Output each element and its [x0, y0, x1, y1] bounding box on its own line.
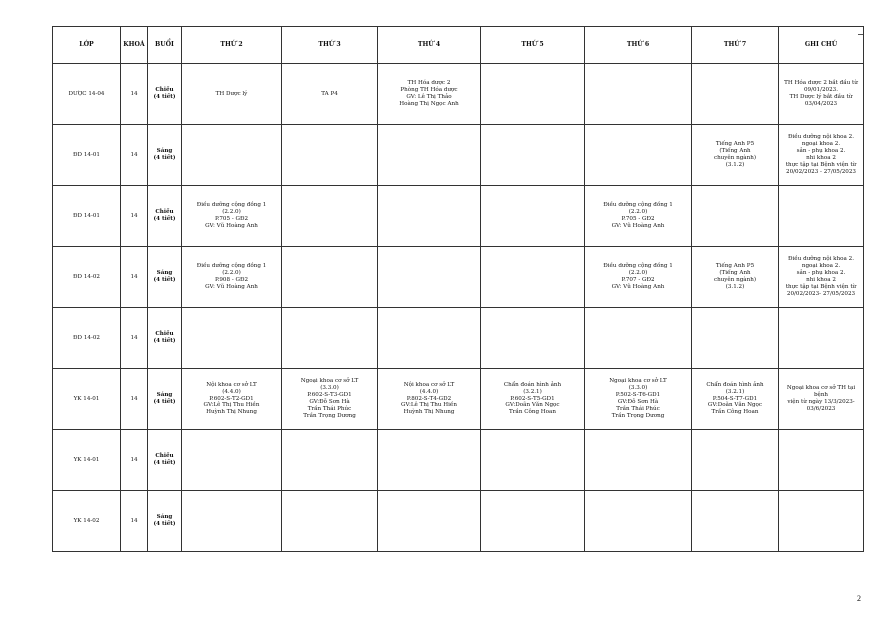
cell-line: Chẩn đoán hình ảnh: [503, 381, 562, 388]
cell-line: GV:Đỗ Sơn Hà: [309, 399, 350, 405]
cell-line: 20/02/2023 - 27/05/2023: [786, 168, 856, 175]
session-cell: [148, 491, 182, 552]
day-cell: [182, 369, 282, 430]
day-cell: [182, 64, 282, 125]
class-cell: ĐD 14-02: [53, 308, 121, 369]
column-header: THỨ 3: [282, 27, 378, 64]
cell-line: GV: Lê Thị Thảo: [406, 94, 452, 100]
day-cell: [282, 247, 378, 308]
column-header: LỚP: [53, 27, 121, 64]
cell-line: GV:Đỗ Sơn Hà: [617, 399, 659, 405]
cell-line: TH Dược lý: [215, 90, 248, 97]
cell-line: P.705 - GĐ2: [214, 216, 249, 222]
course-cell: 14: [121, 369, 148, 430]
cell-line: P.602-S-T5-GD1: [510, 395, 555, 402]
day-cell: [182, 430, 282, 491]
day-cell: [378, 491, 481, 552]
column-header: THỨ 5: [481, 27, 585, 64]
table-row: [53, 308, 864, 369]
cell-line: (4 tiết): [153, 521, 176, 527]
cell-line: (3.3.0): [628, 385, 648, 392]
cell-line: GV: Vũ Hoàng Anh: [205, 222, 258, 229]
cell-line: TA P4: [321, 90, 338, 97]
day-cell: [282, 125, 378, 186]
cell-line: (4 tiết): [153, 155, 176, 161]
session-cell: [148, 64, 182, 125]
cell-line: sản - phụ khoa 2.: [796, 148, 846, 155]
cell-line: Chiều: [155, 209, 174, 216]
class-cell: DƯỢC 14-04: [53, 64, 121, 125]
cell-line: Chiều: [155, 331, 174, 338]
cell-line: (2.2.0): [628, 209, 648, 216]
cell-line: (2.2.0): [222, 209, 241, 216]
note-cell: [779, 64, 864, 125]
day-cell: [692, 247, 779, 308]
cell-line: GV: Vũ Hoàng Anh: [611, 283, 665, 290]
cell-line: P.705 - GĐ2: [621, 216, 655, 222]
note-cell: [779, 369, 864, 430]
day-cell: [481, 247, 585, 308]
cell-line: Điều dưỡng cộng đồng 1: [196, 263, 267, 270]
column-header: BUỔI: [148, 27, 182, 64]
cell-line: Ngoại khoa cơ sở LT: [300, 378, 359, 385]
cell-line: Trần Công Hoan: [508, 409, 556, 416]
day-cell: [282, 430, 378, 491]
day-cell: [282, 369, 378, 430]
day-cell: [481, 125, 585, 186]
cell-line: P.502-S-T6-GD1: [615, 392, 661, 399]
column-header: KHOÁ: [121, 27, 148, 64]
cell-line: Phòng TH Hóa dược: [400, 87, 458, 94]
cell-line: thực tập tại Bệnh viện từ: [785, 161, 857, 168]
day-cell: [692, 125, 779, 186]
cell-line: Chiều: [155, 87, 174, 94]
cell-line: Sáng: [156, 270, 173, 277]
class-cell: YK 14-02: [53, 491, 121, 552]
course-cell: 14: [121, 308, 148, 369]
day-cell: [481, 491, 585, 552]
session-cell: [148, 430, 182, 491]
class-cell: ĐD 14-01: [53, 125, 121, 186]
cell-line: P.802-S-T4-GD2: [406, 395, 452, 402]
column-header: THỨ 2: [182, 27, 282, 64]
cell-line: Điều dưỡng nội khoa 2.: [788, 256, 854, 263]
note-cell: [779, 308, 864, 369]
cell-line: Huỳnh Thị Nhung: [206, 409, 257, 416]
cell-line: GV:Lê Thị Thu Hiền: [203, 402, 260, 409]
cell-line: nhi khoa 2: [806, 277, 836, 283]
cell-line: TH Hóa dược 2 bắt đầu từ: [784, 80, 858, 87]
cell-line: Trần Thái Phúc: [307, 405, 352, 412]
day-cell: [481, 186, 585, 247]
cell-line: (3.3.0): [320, 385, 339, 392]
column-header: THỨ 7: [692, 27, 779, 64]
cell-line: Điều dưỡng cộng đồng 1: [196, 202, 267, 209]
course-cell: 14: [121, 491, 148, 552]
day-cell: [481, 64, 585, 125]
cell-line: (Tiếng Anh: [719, 148, 751, 155]
cell-line: TH Hóa dược 2: [407, 80, 451, 87]
note-cell: [779, 186, 864, 247]
schedule-table: [52, 26, 864, 552]
cell-line: viện từ ngày 13/3/2023-: [787, 399, 855, 405]
cell-line: Điều dưỡng nội khoa 2.: [788, 134, 854, 141]
cell-line: 03/6/2023: [806, 405, 836, 412]
day-cell: [585, 308, 692, 369]
cell-line: Tiếng Anh P5: [715, 141, 755, 148]
cell-line: Nội khoa cơ sở LT: [403, 381, 455, 388]
course-cell: 14: [121, 64, 148, 125]
cell-line: (3.1.2): [725, 161, 745, 168]
cell-line: GV:Lê Thị Thu Hiền: [401, 402, 457, 409]
cell-line: Chẩn đoán hình ảnh: [706, 381, 764, 388]
cell-line: Sáng: [156, 148, 173, 155]
day-cell: [585, 491, 692, 552]
cell-line: (2.2.0): [628, 270, 648, 277]
day-cell: [585, 125, 692, 186]
day-cell: [282, 308, 378, 369]
day-cell: [378, 247, 481, 308]
note-cell: [779, 491, 864, 552]
course-cell: 14: [121, 125, 148, 186]
cell-line: (Tiếng Anh: [719, 270, 751, 277]
course-cell: 14: [121, 186, 148, 247]
table-row: [53, 247, 864, 308]
day-cell: [182, 491, 282, 552]
cell-line: (3.1.2): [725, 283, 745, 290]
day-cell: [481, 308, 585, 369]
note-cell: [779, 247, 864, 308]
day-cell: [282, 491, 378, 552]
cell-line: thực tập tại Bệnh viện từ: [785, 283, 857, 290]
day-cell: [692, 308, 779, 369]
cell-line: P.602-S-T2-GD1: [209, 395, 254, 402]
session-cell: [148, 369, 182, 430]
column-header: THỨ 6: [585, 27, 692, 64]
cell-line: (4.4.0): [419, 388, 439, 395]
cell-line: Trần Thái Phúc: [616, 405, 660, 412]
cell-line: (4 tiết): [153, 277, 176, 283]
cell-line: Điều dưỡng cộng đồng 1: [603, 202, 673, 209]
session-cell: [148, 308, 182, 369]
cell-line: 03/04/2023: [804, 100, 838, 107]
day-cell: [585, 186, 692, 247]
session-cell: [148, 247, 182, 308]
table-row: [53, 369, 864, 430]
course-cell: 14: [121, 247, 148, 308]
day-cell: [481, 430, 585, 491]
cell-line: Ngoại khoa cơ sở LT: [609, 378, 667, 385]
cell-line: P.504-S-T7-GD1: [712, 395, 758, 402]
cell-line: Tiếng Anh P5: [715, 263, 755, 270]
day-cell: [378, 308, 481, 369]
cell-line: 09/01/2023.: [803, 87, 839, 94]
cell-line: Sáng: [156, 514, 173, 521]
cell-line: P.707 - GĐ2: [621, 277, 655, 283]
note-cell: [779, 430, 864, 491]
day-cell: [182, 308, 282, 369]
table-row: [53, 430, 864, 491]
cell-line: Nội khoa cơ sở LT: [206, 381, 257, 388]
column-header: THỨ 4: [378, 27, 481, 64]
day-cell: [282, 186, 378, 247]
day-cell: [282, 64, 378, 125]
cell-line: ngoại khoa 2.: [801, 141, 841, 148]
cell-line: GV:Doãn Văn Ngọc: [505, 402, 560, 409]
cell-line: Chiều: [155, 453, 174, 460]
cell-line: P.602-S-T3-GD1: [307, 392, 352, 399]
day-cell: [378, 64, 481, 125]
class-cell: YK 14-01: [53, 430, 121, 491]
cell-line: chuyên ngành): [713, 277, 757, 283]
day-cell: [378, 369, 481, 430]
cell-line: chuyên ngành): [713, 155, 757, 161]
cell-line: (4 tiết): [153, 216, 176, 222]
cell-line: TH Dược lý bắt đầu từ: [789, 94, 853, 100]
note-cell: [779, 125, 864, 186]
cell-line: (4 tiết): [153, 338, 176, 344]
cell-line: Ngoại khoa cơ sở TH tại bệnh: [786, 385, 856, 399]
day-cell: [585, 430, 692, 491]
day-cell: [692, 430, 779, 491]
day-cell: [692, 369, 779, 430]
cell-line: (2.2.0): [222, 270, 241, 277]
table-row: [53, 125, 864, 186]
table-row: [53, 186, 864, 247]
day-cell: [692, 186, 779, 247]
cell-line: Sáng: [156, 392, 173, 399]
class-cell: YK 14-01: [53, 369, 121, 430]
cell-line: (3.2.1): [725, 388, 745, 395]
day-cell: [182, 125, 282, 186]
cell-line: (4 tiết): [153, 94, 176, 100]
day-cell: [585, 247, 692, 308]
course-cell: 14: [121, 430, 148, 491]
cell-line: Điều dưỡng cộng đồng 1: [603, 263, 673, 270]
cell-line: P.908 - GĐ2: [214, 277, 249, 283]
cell-line: GV: Vũ Hoàng Anh: [205, 283, 258, 290]
cell-line: (3.2.1): [523, 388, 542, 395]
day-cell: [182, 247, 282, 308]
cell-line: GV:Doãn Văn Ngọc: [707, 402, 763, 409]
day-cell: [585, 64, 692, 125]
cell-line: ngoại khoa 2.: [801, 263, 841, 270]
day-cell: [692, 64, 779, 125]
cell-line: Trần Công Hoan: [711, 409, 759, 416]
cell-line: sản - phụ khoa 2.: [796, 270, 846, 277]
cell-line: (4.4.0): [222, 388, 241, 395]
page-number: 2: [857, 594, 861, 603]
cell-line: nhi khoa 2: [806, 155, 836, 161]
day-cell: [585, 369, 692, 430]
table-row: [53, 491, 864, 552]
table-header: [53, 27, 864, 64]
day-cell: [378, 186, 481, 247]
class-cell: ĐD 14-02: [53, 247, 121, 308]
header-row: [53, 27, 864, 64]
session-cell: [148, 186, 182, 247]
scan-mark: [858, 34, 863, 35]
table-body: [53, 64, 864, 552]
cell-line: Huỳnh Thị Nhung: [403, 409, 455, 416]
day-cell: [692, 491, 779, 552]
session-cell: [148, 125, 182, 186]
table-row: [53, 64, 864, 125]
day-cell: [182, 186, 282, 247]
cell-line: (4 tiết): [153, 399, 176, 405]
day-cell: [378, 430, 481, 491]
cell-line: (4 tiết): [153, 460, 176, 466]
column-header: GHI CHÚ: [779, 27, 864, 64]
cell-line: 20/02/2023- 27/05/2023: [786, 290, 856, 297]
day-cell: [481, 369, 585, 430]
cell-line: Trần Trọng Dương: [611, 412, 665, 419]
class-cell: ĐD 14-01: [53, 186, 121, 247]
day-cell: [378, 125, 481, 186]
cell-line: Trần Trọng Dương: [303, 412, 356, 419]
cell-line: GV: Vũ Hoàng Anh: [611, 222, 665, 229]
cell-line: Hoàng Thị Ngọc Anh: [399, 100, 459, 107]
